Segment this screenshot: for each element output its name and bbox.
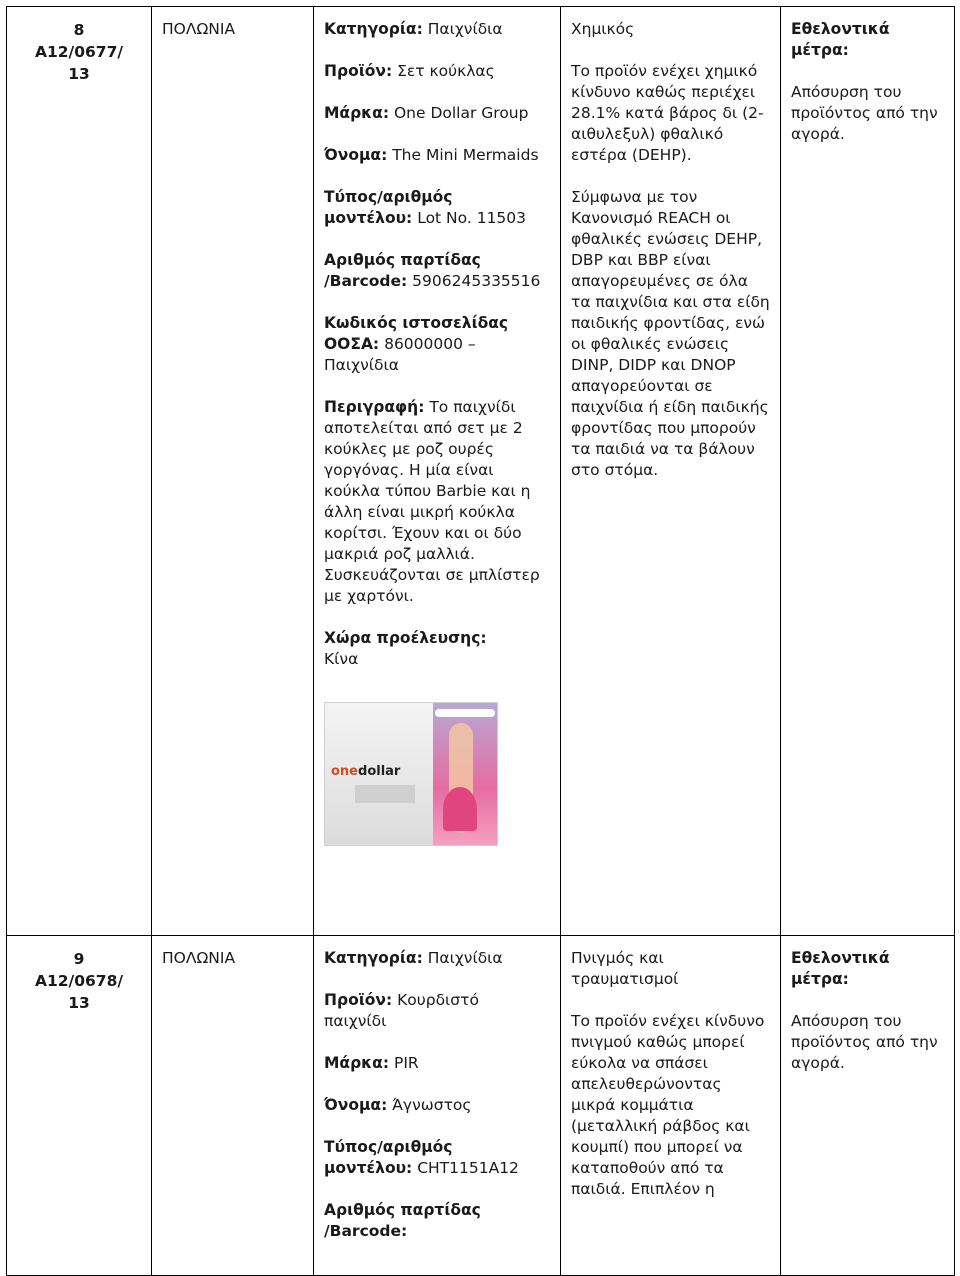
batch-value: 5906245335516 xyxy=(412,272,541,290)
risk-cell xyxy=(561,7,781,936)
brand-logo: onedollar xyxy=(331,764,401,779)
model-field xyxy=(324,187,546,229)
measures-cell xyxy=(781,936,955,1276)
table-row xyxy=(7,7,955,936)
warning-icons xyxy=(355,785,415,803)
hang-hole xyxy=(435,709,495,717)
measures-value: Απόσυρση του προϊόντος από την αγορά. xyxy=(791,83,938,143)
model-label: Τύπος/αριθμός μοντέλου: xyxy=(324,188,453,227)
origin-label: Χώρα προέλευσης: xyxy=(324,629,487,647)
measures-value: Απόσυρση του προϊόντος από την αγορά. xyxy=(791,1012,938,1072)
product-label: Προϊόν: xyxy=(324,991,393,1009)
batch-field xyxy=(324,250,546,292)
country-cell xyxy=(152,7,314,936)
model-value: Lot No. 11503 xyxy=(417,209,527,227)
description-value: Το παιχνίδι αποτελείται από σετ με 2 κούκλες με ροζ ουρές γοργόνας. Η μία είναι κούκλα τύπου Barbie και η άλλη είναι μικρή κούκλα κορίτσι. Έχουν και οι δύο μακριά ροζ μαλλιά. Συσκευάζονται σε μπλίστερ με χαρτόνι. xyxy=(324,398,540,605)
category-value: Παιχνίδια xyxy=(427,20,503,38)
mermaid-tail xyxy=(443,787,477,831)
batch-label: Αριθμός παρτίδας /Barcode: xyxy=(324,1201,481,1240)
notification-code: A12/0677/ xyxy=(34,43,124,61)
notification-number: 9 xyxy=(73,950,85,968)
country: ΠΟΛΩΝΙΑ xyxy=(162,949,236,967)
product-label: Προϊόν: xyxy=(324,62,393,80)
oecd-value: 86000000 – Παιχνίδια xyxy=(324,335,476,374)
risk-cell xyxy=(561,936,781,1276)
batch-field xyxy=(324,1200,546,1242)
name-field xyxy=(324,1095,546,1116)
notification-code: A12/0678/ xyxy=(34,972,124,990)
risk-type: Χημικός xyxy=(571,20,635,38)
brand-label: Μάρκα: xyxy=(324,104,390,122)
model-label: Τύπος/αριθμός μοντέλου: xyxy=(324,1138,453,1177)
brand-field xyxy=(324,1053,546,1074)
model-field xyxy=(324,1137,546,1179)
oecd-field xyxy=(324,313,546,376)
name-label: Όνομα: xyxy=(324,146,388,164)
oecd-label: Κωδικός ιστοσελίδας ΟΟΣΑ: xyxy=(324,314,509,353)
origin-field xyxy=(324,628,546,670)
product-cell xyxy=(314,7,561,936)
brand-field xyxy=(324,103,546,124)
country: ΠΟΛΩΝΙΑ xyxy=(162,20,236,38)
name-value: Άγνωστος xyxy=(392,1096,472,1114)
name-field xyxy=(324,145,546,166)
category-field xyxy=(324,948,546,969)
product-field xyxy=(324,61,546,82)
name-label: Όνομα: xyxy=(324,1096,388,1114)
product-field xyxy=(324,990,546,1032)
notification-code-suffix: 13 xyxy=(68,65,90,83)
notification-number-cell xyxy=(7,936,152,1276)
notification-number: 8 xyxy=(73,21,85,39)
origin-value: Κίνα xyxy=(324,650,359,668)
brand-value: One Dollar Group xyxy=(393,104,529,122)
product-value: Κουρδιστό παιχνίδι xyxy=(324,991,479,1030)
risk-description: Το προϊόν ενέχει κίνδυνο πνιγμού καθώς μπορεί εύκολα να σπάσει απελευθερώνοντας μικρά κομμάτια (μεταλλική ράβδος και κουμπί) που μπορεί να καταποθούν από τα παιδιά. Επιπλέον η xyxy=(571,1012,765,1198)
category-field xyxy=(324,19,546,40)
category-value: Παιχνίδια xyxy=(427,949,503,967)
risk-description: Το προϊόν ενέχει χημικό κίνδυνο καθώς περιέχει 28.1% κατά βάρος δι (2-αιθυλεξυλ) φθαλικό εστέρα (DEHP). xyxy=(571,62,764,164)
notification-number-cell xyxy=(7,7,152,936)
notifications-table xyxy=(6,6,955,1276)
description-label: Περιγραφή: xyxy=(324,398,425,416)
product-value: Σετ κούκλας xyxy=(397,62,495,80)
risk-type: Πνιγμός και τραυματισμοί xyxy=(571,949,679,988)
category-label: Κατηγορία: xyxy=(324,20,423,38)
description-field xyxy=(324,397,546,607)
product-cell xyxy=(314,936,561,1276)
table-row xyxy=(7,936,955,1276)
measures-label: Εθελοντικά μέτρα: xyxy=(791,949,890,988)
risk-regulation: Σύμφωνα με τον Κανονισμό REACH οι φθαλικές ενώσεις DEHP, DBP και BBP είναι απαγορευμένες σε όλα τα παιχνίδια και στα είδη παιδικής φροντίδας, ενώ οι φθαλικές ενώσεις DINP, DIDP και DNOP απαγορεύονται σε παιχνίδια ή είδη παιδικής φροντίδας που μπορούν τα παιδιά να τα βάλουν στο στόμα. xyxy=(571,188,770,479)
name-value: The Mini Mermaids xyxy=(392,146,539,164)
notification-code-suffix: 13 xyxy=(68,994,90,1012)
measures-label: Εθελοντικά μέτρα: xyxy=(791,20,890,59)
measures-cell xyxy=(781,7,955,936)
brand-value: PIR xyxy=(393,1054,419,1072)
model-value: CHT1151A12 xyxy=(417,1159,519,1177)
category-label: Κατηγορία: xyxy=(324,949,423,967)
brand-label: Μάρκα: xyxy=(324,1054,390,1072)
product-photo xyxy=(324,702,498,846)
batch-label: Αριθμός παρτίδας /Barcode: xyxy=(324,251,481,290)
country-cell xyxy=(152,936,314,1276)
